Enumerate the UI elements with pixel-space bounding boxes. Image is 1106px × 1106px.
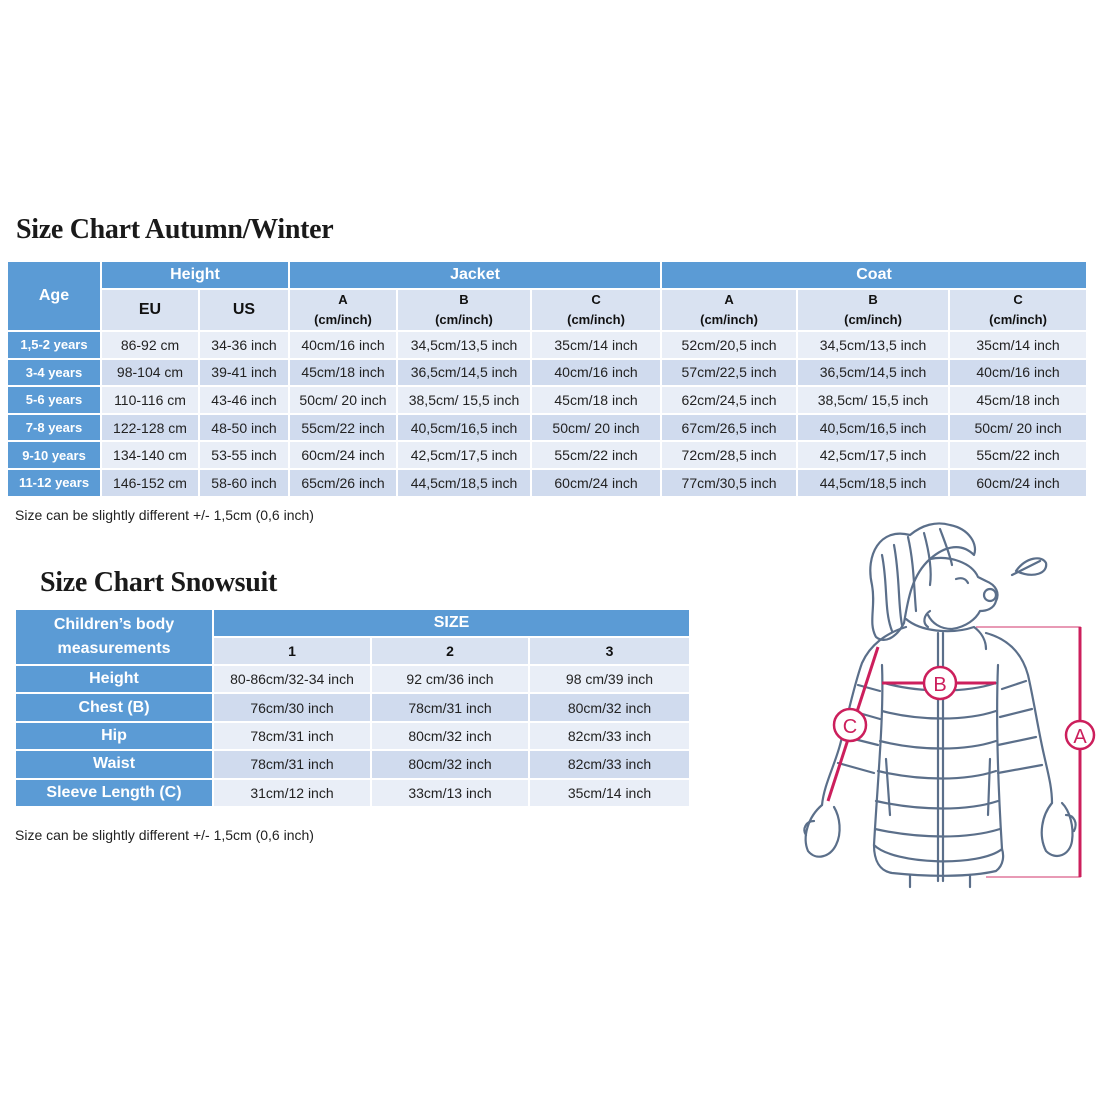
table-cell: 80-86cm/32-34 inch [213,665,371,693]
table-cell: 40cm/16 inch [949,359,1087,387]
table-cell: 50cm/ 20 inch [289,386,397,414]
age-cell: 7-8 years [7,414,101,442]
autumn-winter-size-table [6,260,1088,498]
table-cell: 33cm/13 inch [371,779,529,807]
coat-a-subheader: A (cm/inch) [661,289,797,331]
height-header: Height [101,261,289,289]
table-row [15,722,690,750]
measurement-label: Chest (B) [15,693,213,721]
table-cell: 146-152 cm [101,469,199,497]
label-c-badge [834,709,866,741]
table-cell: 38,5cm/ 15,5 inch [397,386,531,414]
table-cell: 122-128 cm [101,414,199,442]
table-cell: 92 cm/36 inch [371,665,529,693]
table-cell: 53-55 inch [199,441,289,469]
table-cell: 134-140 cm [101,441,199,469]
table-cell: 65cm/26 inch [289,469,397,497]
table-cell: 82cm/33 inch [529,750,690,778]
age-cell: 3-4 years [7,359,101,387]
table-cell: 43-46 inch [199,386,289,414]
jacket-c-subheader: C (cm/inch) [531,289,661,331]
table-cell: 42,5cm/17,5 inch [797,441,949,469]
svg-text:A: A [1073,726,1087,748]
table-cell: 38,5cm/ 15,5 inch [797,386,949,414]
table-cell: 44,5cm/18,5 inch [797,469,949,497]
table-cell: 50cm/ 20 inch [531,414,661,442]
svg-text:B: B [933,674,947,696]
table-cell: 40cm/16 inch [289,331,397,359]
table-cell: 45cm/18 inch [531,386,661,414]
age-cell: 11-12 years [7,469,101,497]
table-cell: 55cm/22 inch [289,414,397,442]
label-a-badge [1066,721,1094,749]
table-cell: 82cm/33 inch [529,722,690,750]
table-row [7,441,1087,469]
table-row [15,750,690,778]
snowsuit-size-table [14,608,691,808]
table-cell: 80cm/32 inch [371,750,529,778]
table-cell: 72cm/28,5 inch [661,441,797,469]
table-cell: 78cm/31 inch [213,722,371,750]
measurement-label: Waist [15,750,213,778]
measurement-label: Sleeve Length (C) [15,779,213,807]
child-outline [804,523,1075,887]
coat-header: Coat [661,261,1087,289]
table-cell: 55cm/22 inch [949,441,1087,469]
table-cell: 40,5cm/16,5 inch [397,414,531,442]
jacket-a-subheader: A (cm/inch) [289,289,397,331]
table-cell: 42,5cm/17,5 inch [397,441,531,469]
table-cell: 110-116 cm [101,386,199,414]
table-cell: 98-104 cm [101,359,199,387]
jacket-b-subheader: B (cm/inch) [397,289,531,331]
table-cell: 36,5cm/14,5 inch [397,359,531,387]
table-cell: 77cm/30,5 inch [661,469,797,497]
autumn-winter-title: Size Chart Autumn/Winter [16,214,334,245]
table-cell: 45cm/18 inch [949,386,1087,414]
table-cell: 34,5cm/13,5 inch [797,331,949,359]
age-cell: 5-6 years [7,386,101,414]
table-cell: 45cm/18 inch [289,359,397,387]
table-row [7,331,1087,359]
table-cell: 40,5cm/16,5 inch [797,414,949,442]
coat-c-subheader: C (cm/inch) [949,289,1087,331]
snowsuit-note: Size can be slightly different +/- 1,5cm (0,6 inch) [15,827,314,843]
table-cell: 60cm/24 inch [531,469,661,497]
table-cell: 44,5cm/18,5 inch [397,469,531,497]
table-cell: 60cm/24 inch [289,441,397,469]
size-1-subheader: 1 [213,637,371,665]
table-cell: 57cm/22,5 inch [661,359,797,387]
eu-subheader: EU [101,289,199,331]
child-jacket-measurement-illustration [790,515,1106,895]
table-cell: 62cm/24,5 inch [661,386,797,414]
table-cell: 48-50 inch [199,414,289,442]
table-cell: 34-36 inch [199,331,289,359]
table-cell: 50cm/ 20 inch [949,414,1087,442]
label-b-badge [924,667,956,699]
age-cell: 1,5-2 years [7,331,101,359]
age-cell: 9-10 years [7,441,101,469]
body-measurements-header: Children’s body measurements [15,609,213,665]
table-row [7,386,1087,414]
table-row [15,693,690,721]
coat-b-subheader: B (cm/inch) [797,289,949,331]
table-cell: 80cm/32 inch [529,693,690,721]
table-cell: 52cm/20,5 inch [661,331,797,359]
table-cell: 39-41 inch [199,359,289,387]
jacket-header: Jacket [289,261,661,289]
svg-text:C: C [842,716,858,738]
table-cell: 55cm/22 inch [531,441,661,469]
table-cell: 60cm/24 inch [949,469,1087,497]
age-header: Age [7,261,101,331]
table-cell: 40cm/16 inch [531,359,661,387]
us-subheader: US [199,289,289,331]
size-header: SIZE [213,609,690,637]
table-cell: 76cm/30 inch [213,693,371,721]
table-row [15,779,690,807]
table-cell: 86-92 cm [101,331,199,359]
measurement-label: Height [15,665,213,693]
table-row [7,469,1087,497]
autumn-winter-note: Size can be slightly different +/- 1,5cm (0,6 inch) [15,507,314,523]
measurement-label: Hip [15,722,213,750]
table-cell: 80cm/32 inch [371,722,529,750]
table-cell: 67cm/26,5 inch [661,414,797,442]
table-cell: 78cm/31 inch [213,750,371,778]
table-cell: 98 cm/39 inch [529,665,690,693]
table-cell: 78cm/31 inch [371,693,529,721]
size-2-subheader: 2 [371,637,529,665]
table-cell: 35cm/14 inch [531,331,661,359]
size-3-subheader: 3 [529,637,690,665]
table-cell: 35cm/14 inch [949,331,1087,359]
table-cell: 36,5cm/14,5 inch [797,359,949,387]
table-row [7,359,1087,387]
table-cell: 31cm/12 inch [213,779,371,807]
table-row [7,414,1087,442]
table-row [15,665,690,693]
snowsuit-title: Size Chart Snowsuit [40,567,277,598]
table-cell: 35cm/14 inch [529,779,690,807]
table-cell: 34,5cm/13,5 inch [397,331,531,359]
table-cell: 58-60 inch [199,469,289,497]
